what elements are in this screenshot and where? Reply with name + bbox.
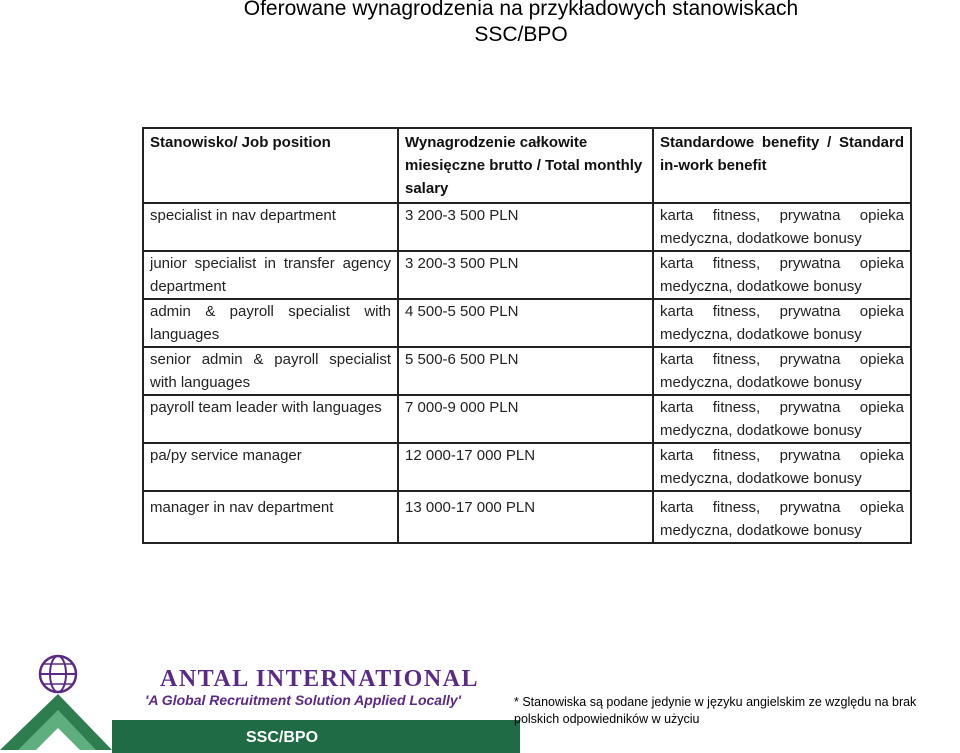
- cell-salary: 12 000-17 000 PLN: [398, 443, 653, 491]
- cell-benefit: karta fitness, prywatna opieka medyczna, dodatkowe bonusy: [653, 491, 911, 543]
- brand-wordmark: ANTAL INTERNATIONAL: [160, 666, 479, 692]
- cell-position: senior admin & payroll specialist with languages: [143, 347, 398, 395]
- badge-label: SSC/BPO: [246, 729, 319, 746]
- globe-icon: [40, 656, 76, 692]
- cell-salary: 5 500-6 500 PLN: [398, 347, 653, 395]
- cell-position: pa/py service manager: [143, 443, 398, 491]
- cell-benefit: karta fitness, prywatna opieka medyczna, dodatkowe bonusy: [653, 347, 911, 395]
- cell-salary: 3 200-3 500 PLN: [398, 251, 653, 299]
- table-row: [143, 203, 911, 251]
- cell-benefit: karta fitness, prywatna opieka medyczna, dodatkowe bonusy: [653, 299, 911, 347]
- brand-tagline: 'A Global Recruitment Solution Applied Locally': [145, 692, 461, 708]
- header-benefit: Standardowe benefity / Standard in-work benefit: [653, 128, 911, 203]
- cell-benefit: karta fitness, prywatna opieka medyczna, dodatkowe bonusy: [653, 251, 911, 299]
- cell-position: payroll team leader with languages: [143, 395, 398, 443]
- footnote: * Stanowiska są podane jedynie w języku angielskim ze względu na brak polskich odpowiedników w użyciu: [514, 695, 917, 726]
- title-line-1: Oferowane wynagrodzenia na przykładowych stanowiskach: [243, 0, 799, 20]
- table-row: [143, 299, 911, 347]
- cell-position: junior specialist in transfer agency department: [143, 251, 398, 299]
- table-row: [143, 491, 911, 543]
- title-line-2: SSC/BPO: [474, 23, 568, 46]
- header-position: Stanowisko/ Job position: [143, 128, 398, 203]
- cell-position: specialist in nav department: [143, 203, 398, 251]
- table-row: [143, 251, 911, 299]
- cell-salary: 4 500-5 500 PLN: [398, 299, 653, 347]
- cell-benefit: karta fitness, prywatna opieka medyczna, dodatkowe bonusy: [653, 395, 911, 443]
- table-header-row: [143, 128, 911, 203]
- cell-position: manager in nav department: [143, 491, 398, 543]
- table-row: [143, 395, 911, 443]
- page-title: [0, 0, 960, 48]
- table-row: [143, 443, 911, 491]
- cell-salary: 3 200-3 500 PLN: [398, 203, 653, 251]
- cell-salary: 13 000-17 000 PLN: [398, 491, 653, 543]
- cell-salary: 7 000-9 000 PLN: [398, 395, 653, 443]
- salary-table: [142, 127, 912, 544]
- cell-benefit: karta fitness, prywatna opieka medyczna, dodatkowe bonusy: [653, 443, 911, 491]
- antal-international-logo: [0, 650, 520, 753]
- cell-position: admin & payroll specialist with languages: [143, 299, 398, 347]
- table-row: [143, 347, 911, 395]
- header-salary: Wynagrodzenie całkowite miesięczne brutto / Total monthly salary: [398, 128, 653, 203]
- cell-benefit: karta fitness, prywatna opieka medyczna, dodatkowe bonusy: [653, 203, 911, 251]
